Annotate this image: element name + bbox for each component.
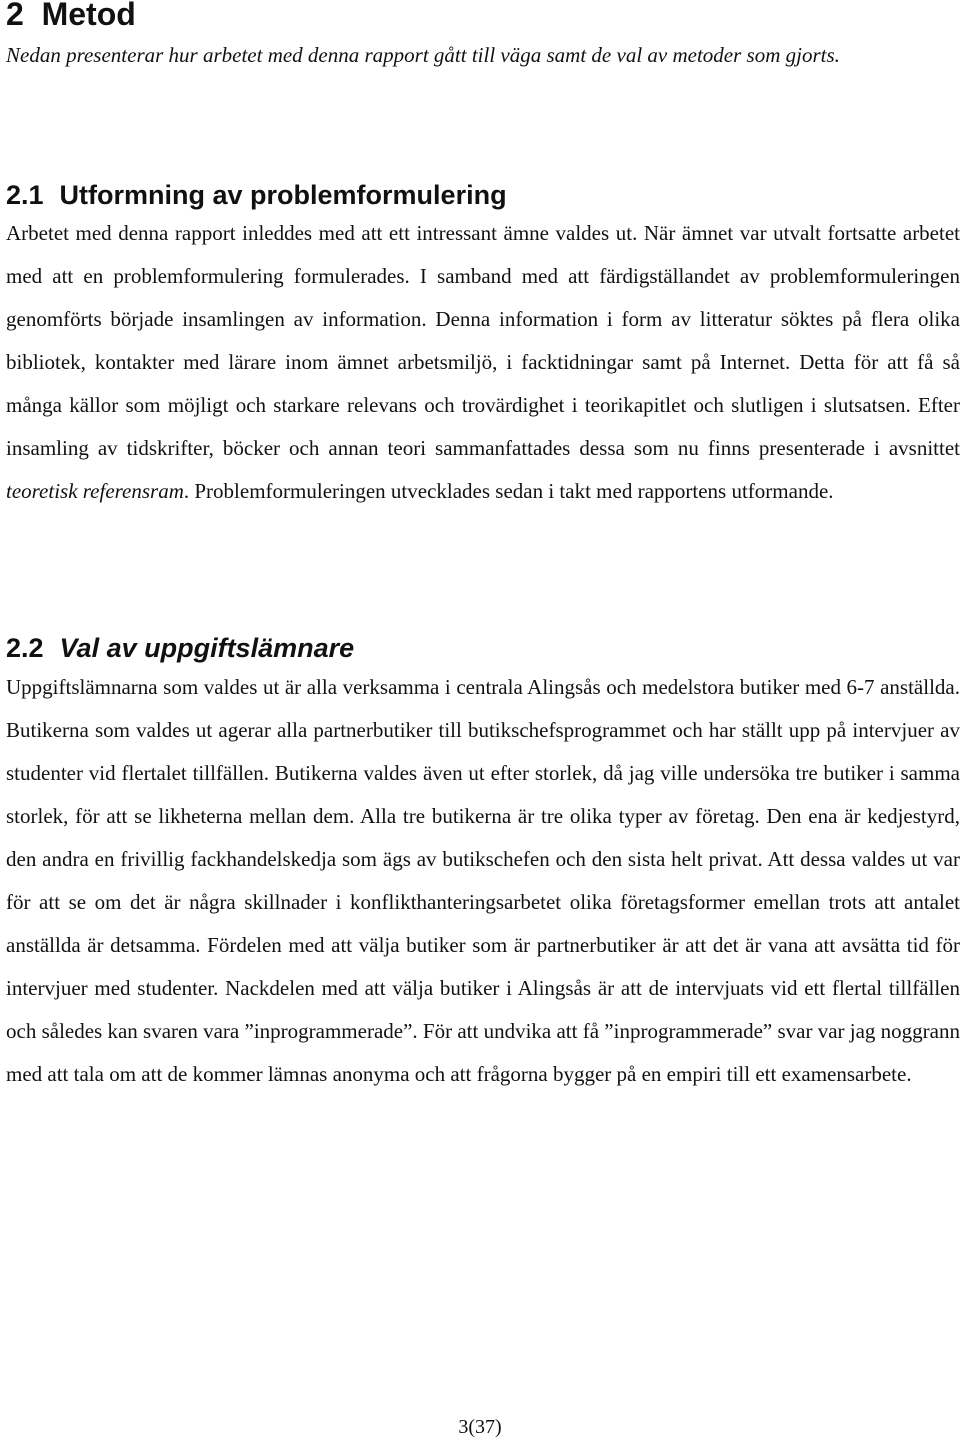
subsection-2-title: Val av uppgiftslämnare: [59, 633, 355, 663]
subsection-2-number: 2.2: [6, 633, 44, 663]
subsection-1-title: Utformning av problemformulering: [59, 180, 507, 210]
subsection-1-number: 2.1: [6, 180, 44, 210]
subsection-1-heading: [6, 178, 507, 212]
subsection-2-paragraph: Uppgiftslämnarna som valdes ut är alla verksamma i centrala Alingsås och medelstora butiker med 6-7 anställda. Butikerna som valdes ut agerar alla partnerbutiker till butikschefsprogrammet och har ställt upp på intervjuer av studenter vid flertalet tillfällen. Butikerna valdes även ut efter storlek, då jag ville undersöka tre butiker i samma storlek, för att se likheterna mellan dem. Alla tre butikerna är tre olika typer av företag. Den ena är kedjestyrd, den andra en frivillig fackhandelskedja som ägs av butikschefen och den sista helt privat. Att dessa valdes ut var för att se om det är några skillnader i konflikthanteringsarbetet olika företagsformer emellan trots att antalet anställda är detsamma. Fördelen med att välja butiker som är partnerbutiker är att det är vana att avsätta tid för intervjuer med studenter. Nackdelen med att välja butiker i Alingsås är att de intervjuats vid ett flertal tillfällen och således kan svaren vara ”inprogrammerade”. För att undvika att få ”inprogrammerade” svar var jag noggrann med att tala om att de kommer lämnas anonyma och att frågorna bygger på en empiri till ett examensarbete.: [6, 675, 960, 1086]
section-title: Metod: [41, 0, 136, 32]
page-number: 3(37): [458, 1416, 502, 1438]
subsection-1-emphasis: teoretisk referensram: [6, 479, 184, 503]
subsection-2-heading: [6, 631, 354, 665]
subsection-1-text-part-2: . Problemformuleringen utvecklades sedan i takt med rapportens utformande.: [183, 479, 834, 503]
section-intro: Nedan presenterar hur arbetet med denna rapport gått till väga samt de val av metoder som gjorts.: [6, 43, 840, 67]
section-heading: [6, 0, 136, 34]
section-number: 2: [6, 0, 24, 32]
subsection-1-text-part-1: Arbetet med denna rapport inleddes med att ett intressant ämne valdes ut. När ämnet var utvalt fortsatte arbetet med att en problemformulering formulerades. I samband med att färdigställandet av problemformuleringen genomförts började insamlingen av information. Denna information i form av litteratur söktes på flera olika bibliotek, kontakter med lärare inom ämnet arbetsmiljö, i facktidningar samt på Internet. Detta för att få så många källor som möjligt och starkare relevans och trovärdighet i teorikapitlet och slutligen i slutsatsen. Efter insamling av tidskrifter, böcker och annan teori sammanfattades dessa som nu finns presenterade i avsnittet: [6, 221, 960, 460]
subsection-1-paragraph: [6, 212, 960, 513]
